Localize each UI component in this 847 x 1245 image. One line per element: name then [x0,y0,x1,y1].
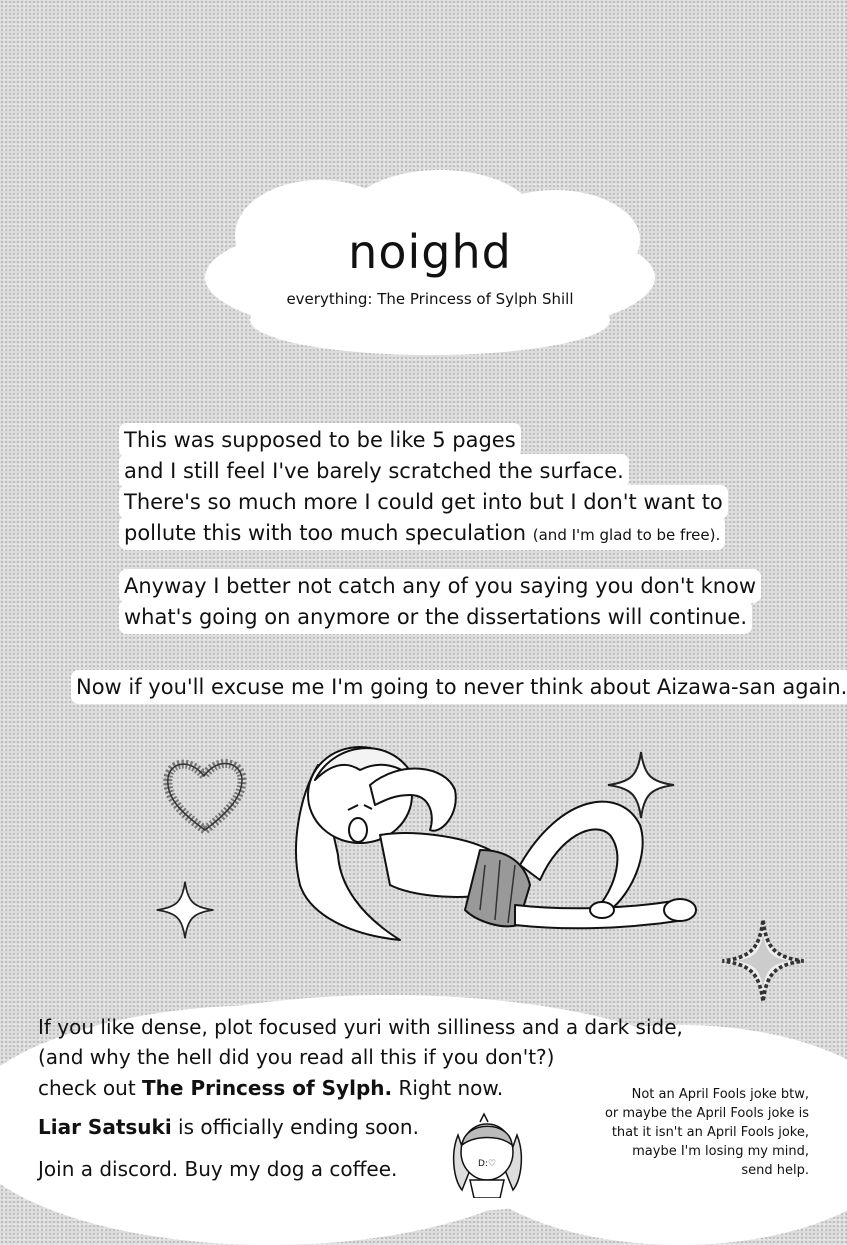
bottom-line-5: Join a discord. Buy my dog a coffee. [38,1157,398,1181]
paragraph-2 [124,571,756,633]
note-line-2: or maybe the April Fools joke is [604,1106,809,1121]
note-line-3: that it isn't an April Fools joke, [611,1125,809,1140]
bottom-line-4-suffix: is officially ending soon. [171,1115,419,1139]
chibi-face-text: D:♡ [477,1159,497,1169]
paragraph-1-aside: (and I'm glad to be free). [532,526,721,544]
page-title: noighd [348,225,512,279]
bottom-line-4 [38,1115,419,1139]
note-line-5: send help. [741,1163,809,1178]
bottom-line-2: (and why the hell did you read all this if you don't?) [38,1045,555,1069]
paragraph-2-line-1: Anyway I better not catch any of you saying you don't know [124,574,757,598]
bottom-line-3 [38,1076,503,1100]
paragraph-3 [76,672,847,703]
liar-satsuki-title: Liar Satsuki [38,1115,172,1139]
chibi-illustration [450,1110,525,1198]
paragraph-2-line-2: what's going on anymore or the dissertations will continue. [124,605,747,629]
note-line-4: maybe I'm losing my mind, [632,1144,809,1159]
bottom-line-3-suffix: Right now. [392,1076,504,1100]
paragraph-1-line-4: pollute this with too much speculation [124,521,533,545]
paragraph-3-line: Now if you'll excuse me I'm going to never think about Aizawa-san again. [76,675,847,699]
paragraph-1-line-2: and I still feel I've barely scratched the surface. [124,459,624,483]
princess-of-sylph-title: The Princess of Sylph. [142,1076,393,1100]
title-block [200,195,660,345]
paragraph-1-line-3: There's so much more I could get into but I don't want to [124,490,723,514]
sparkle-icon [720,918,806,1004]
bottom-line-3-prefix: check out [38,1076,143,1100]
sparkle-icon [155,880,215,940]
girl-illustration [260,735,710,965]
bottom-line-1: If you like dense, plot focused yuri with silliness and a dark side, [38,1015,683,1039]
side-note [559,1085,809,1180]
heart-icon [160,752,250,837]
note-line-1: Not an April Fools joke btw, [631,1087,809,1102]
paragraph-1-line-1: This was supposed to be like 5 pages [124,428,516,452]
paragraph-1 [124,425,723,551]
page-subtitle: everything: The Princess of Sylph Shill [286,290,574,308]
